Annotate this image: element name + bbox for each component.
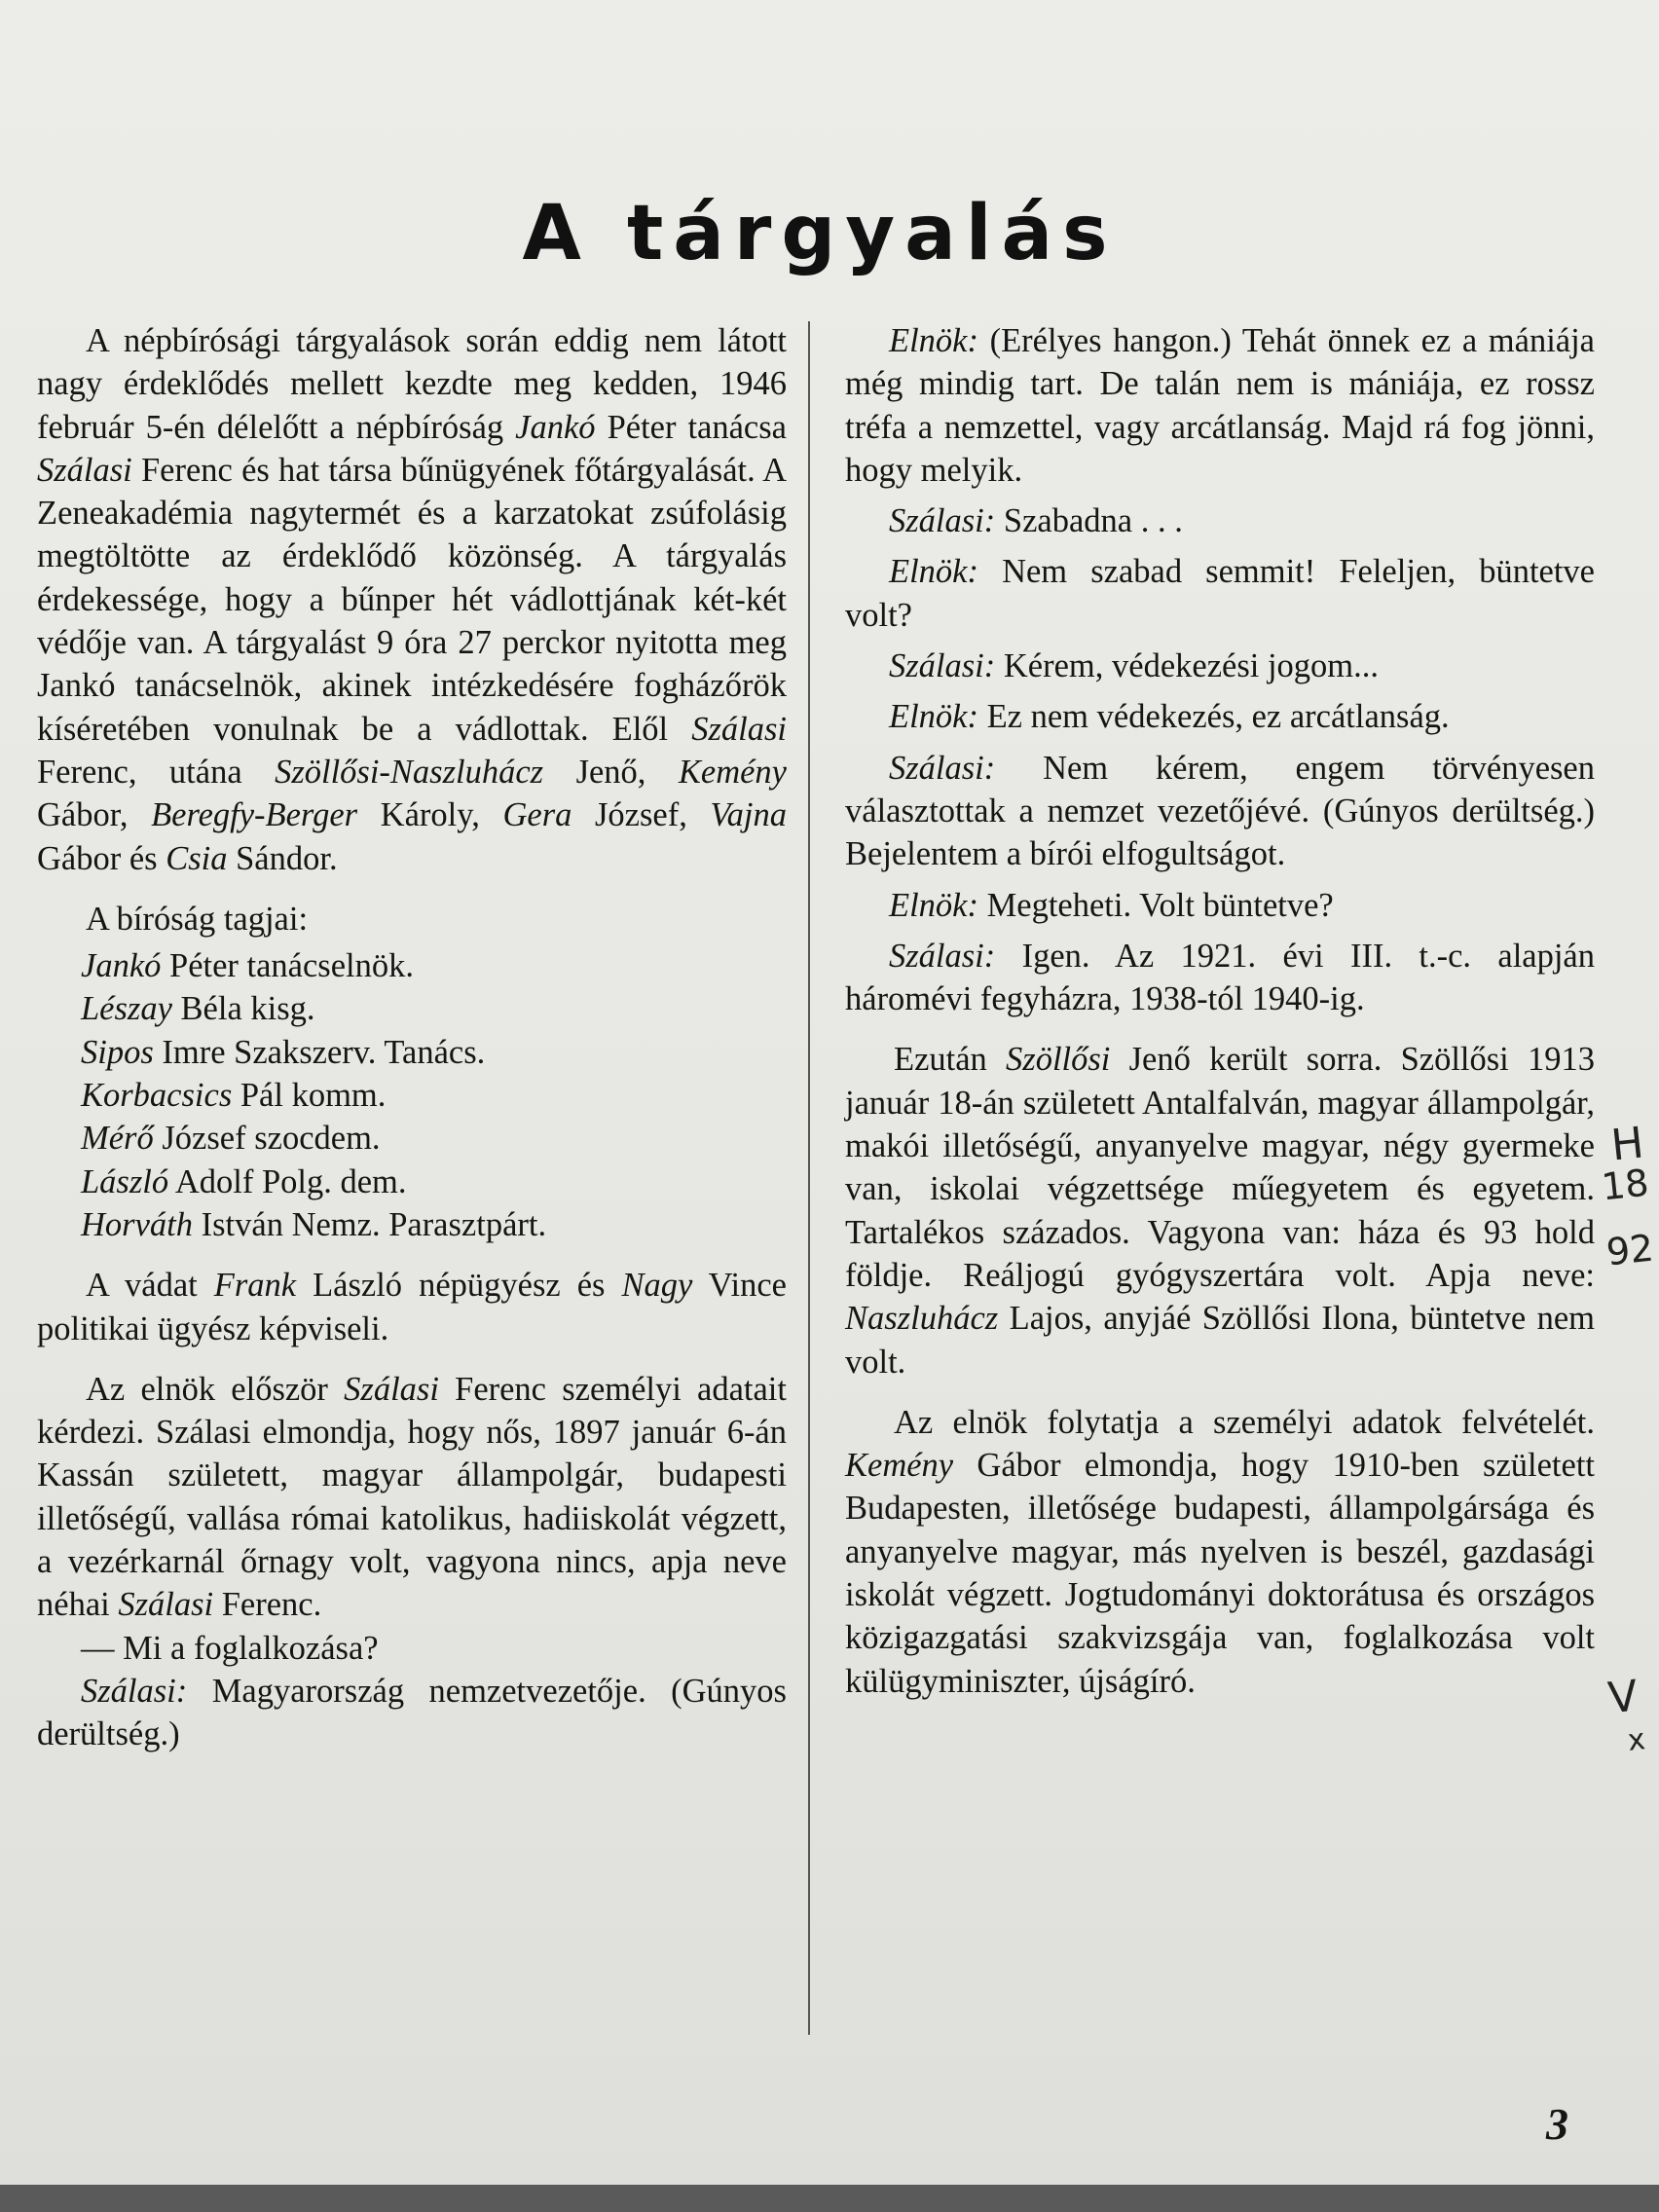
text-run: Magyarország nemzetvezetője. (Gúnyos derültség.) [37,1672,787,1753]
italic-name: Szöllősi-Naszluhácz [275,753,544,791]
text-run: Igen. Az 1921. évi III. t.-c. alapján háromévi fegyházra, 1938-tól 1940-ig. [845,937,1595,1018]
article-title: A tárgyalás [522,190,1118,277]
member-role: Pál komm. [232,1077,387,1115]
italic-name: Kemény [845,1447,954,1485]
member-name: Mérő [81,1120,154,1158]
court-member [37,987,787,1030]
italic-name: Szálasi [118,1586,214,1624]
text-run: Jenő került sorra. Szöllősi 1913 január 18-án született Antalfalván, magyar állampolgár, makói illetőségű, anyanyelve magyar, négy gyermeke van, iskolai végzettsége műegyetem és egyetem. Tartalékos százados. Vagyona van: háza és 93 hold földje. Reáljogú gyógyszertára volt. Apja neve: [845,1041,1595,1294]
italic-name: Szöllősi [1006,1041,1111,1079]
text-run: Ferenc. [213,1586,322,1624]
text-run: Sándor. [227,839,338,877]
italic-name: Csia [166,839,228,877]
szollosi-paragraph [845,1038,1595,1382]
intro-paragraph [37,319,787,880]
member-name: Korbacsics [81,1077,233,1115]
prosecution-paragraph [37,1264,787,1350]
member-name: László [81,1162,169,1200]
italic-name: Szálasi: [889,937,996,975]
text-run: Gábor elmondja, hogy 1910-ben született Budapesten, illetősége budapesti, állampolgársága és anyanyelve magyar, más nyelven is beszél, gazdasági iskolát végzett. Jogtudományi doktorátusa és országos közigazgatási szakvizsgája van, foglalkozása volt külügyminiszter, újságíró. [845,1447,1595,1700]
court-heading: A bíróság tagjai: [86,900,309,938]
court-members-list [37,944,787,1246]
margin-note-h: H [1608,1118,1646,1171]
dialogue-line [845,319,1595,492]
text-run: Ferenc, utána [37,753,276,791]
text-run: László népügyész és [296,1267,622,1305]
court-member [37,1161,787,1203]
italic-name: Elnök: [889,553,978,591]
dialogue-line [845,884,1595,927]
text-run: Kérem, védekezési jogom... [995,647,1380,685]
italic-name: Szálasi: [889,749,996,787]
court-member [37,944,787,987]
right-column [845,319,1595,1703]
court-member [37,1074,787,1117]
bottom-edge [0,2185,1659,2212]
text-run: Ferenc és hat társa bűnügyének főtárgyalását. A Zeneakadémia nagytermét és a karzatokat zsúfolásig megtöltötte az érdeklődő közönség. A tárgyalás érdekessége, hogy a bűnper hét vádlottjának két-két védője van. A tárgyalást 9 óra 27 perckor nyitotta meg Jankó tanácselnök, akinek intézkedésére fogházőrök kíséretében vonulnak be a vádlottak. Elől [37,451,787,748]
text-run: Szabadna . . . [995,502,1183,540]
italic-name: Jankó [515,408,596,446]
text-run: Ezután [894,1041,1007,1079]
text-run: A vádat [86,1267,214,1305]
italic-name: Elnök: [889,322,978,359]
left-column [37,319,787,1756]
italic-name: Szálasi: [889,647,996,685]
dialogue-line [845,499,1595,542]
answer-line [37,1670,787,1756]
court-member [37,1203,787,1246]
question-line: — Mi a foglalkozása? [81,1629,379,1667]
italic-name: Elnök: [889,698,978,736]
text-run: Ez nem védekezés, ez arcátlanság. [977,698,1450,736]
italic-name: Szálasi: [889,502,996,540]
text-run: (Erélyes hangon.) Tehát önnek ez a mániája még mindig tart. De talán nem is mániája, ez rossz tréfa a nemzettel, vagy arcátlanság. Majd rá fog jönni, hogy melyik. [845,322,1595,489]
text-run: Ferenc személyi adatait kérdezi. Szálasi elmondja, hogy nős, 1897 január 6-án Kassán született, magyar állampolgár, budapesti illetőségű, vallása római katolikus, hadiiskolát végzett, a vezérkarnál őrnagy volt, vagyona nincs, apja neve néhai [37,1370,787,1624]
italic-name: Szálasi: [81,1672,188,1710]
member-name: Lészay [81,990,172,1028]
margin-note-18: 18 [1599,1161,1651,1209]
text-run: Károly, [357,796,503,834]
personal-data-paragraph [37,1368,787,1627]
text-run: Az elnök először [86,1370,345,1408]
member-role: József szocdem. [153,1120,381,1158]
member-name: Jankó [81,947,162,985]
text-run: József, [571,796,711,834]
text-run: Nem szabad semmit! Feleljen, büntetve volt? [845,553,1595,634]
court-member [37,1117,787,1160]
margin-note-x: x [1626,1722,1647,1758]
text-run: Nem kérem, engem törvényesen választottak a nemzet vezetőjévé. (Gúnyos derültség.) Bejelentem a bírói elfogultságot. [845,749,1595,873]
italic-name: Frank [213,1267,297,1305]
member-name: Sipos [81,1033,154,1071]
italic-name: Elnök: [889,886,978,924]
dialogue-line [845,695,1595,738]
italic-name: Naszluhácz [845,1300,999,1338]
text-run: Péter tanácsa [595,408,787,446]
member-role: Béla kisg. [171,990,315,1028]
text-run: Vince politikai ügyész képviseli. [37,1267,787,1347]
italic-name: Szálasi [37,451,132,489]
kemeny-paragraph [845,1401,1595,1703]
member-role: István Nemz. Parasztpárt. [193,1205,547,1243]
italic-name: Nagy [621,1267,693,1305]
column-divider [808,321,810,2035]
court-member [37,1031,787,1074]
margin-note-92: 92 [1604,1226,1656,1274]
text-run: A népbírósági tárgyalások során eddig nem látott nagy érdeklődés mellett kezdte meg kedden, 1946 február 5-én délelőtt a népbíróság [37,322,787,446]
italic-name: Szálasi [691,710,787,748]
margin-note-v: V [1605,1671,1641,1724]
text-run: Jenő, [543,753,679,791]
text-run: Lajos, anyjáé Szöllősi Ilona, büntetve nem volt. [845,1300,1595,1381]
italic-name: Szálasi [344,1370,439,1408]
text-run: Megteheti. Volt büntetve? [977,886,1334,924]
text-run: Az elnök folytatja a személyi adatok felvételét. [894,1403,1595,1441]
page-number: 3 [1546,2099,1568,2149]
text-run: Gábor, [37,796,152,834]
dialogue-line [845,645,1595,687]
italic-name: Gera [502,796,572,834]
italic-name: Vajna [710,796,788,834]
member-role: Imre Szakszerv. Tanács. [153,1033,486,1071]
dialogue-line [845,935,1595,1021]
italic-name: Beregfy-Berger [151,796,358,834]
dialogue-line [845,550,1595,637]
member-role: Adolf Polg. dem. [168,1162,407,1200]
dialogue-block [845,319,1595,1020]
dialogue-line [845,747,1595,876]
member-role: Péter tanácselnök. [161,947,414,985]
member-name: Horváth [81,1205,193,1243]
italic-name: Kemény [678,753,787,791]
text-run: Gábor és [37,839,166,877]
